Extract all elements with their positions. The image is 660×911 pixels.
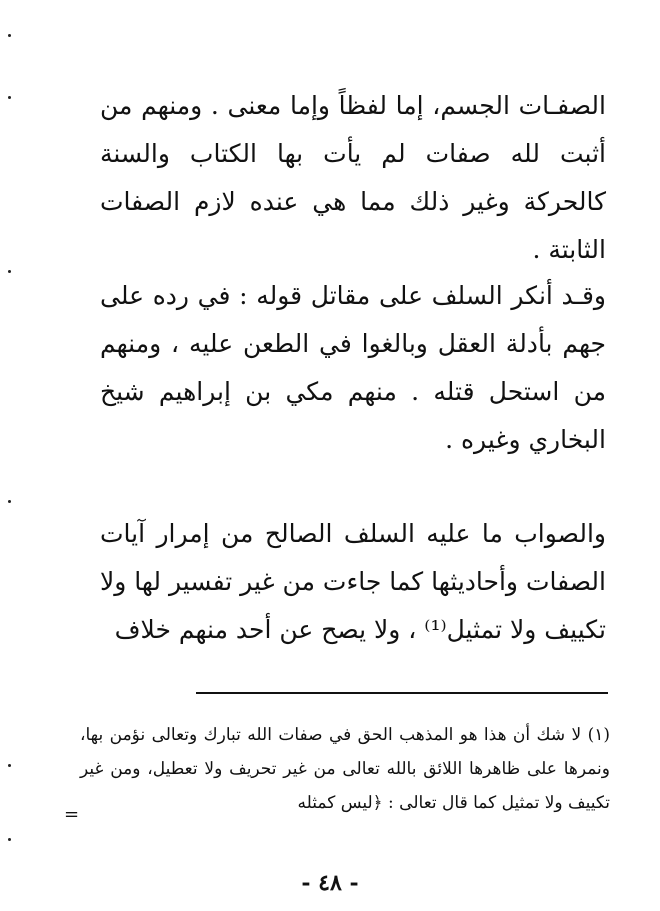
body-paragraph-3: والصواب ما عليه السلف الصالح من إمرار آيات الصفات وأحاديثها كما جاءت من غير تفسير لها ولا تكييف ولا تمثيل⁽¹⁾ ، ولا يصح عن أحد منهم خلاف — [100, 519, 606, 644]
margin-dot — [8, 270, 11, 273]
margin-dot — [8, 500, 11, 503]
footnote-1: (١) لا شك أن هذا هو المذهب الحق في صفات الله تبارك وتعالى نؤمن بها، ونمرها على ظاهرها اللائق بالله تعالى من غير تحريف ولا تعطيل، ومن غير تكييف ولا تمثيل كما قال تعالى : ﴿ليس كمثله — [80, 725, 610, 813]
margin-dot — [8, 764, 11, 767]
margin-dot — [8, 838, 11, 841]
margin-dot — [8, 34, 11, 37]
body-paragraph-1: الصفـات الجسم، إما لفظاً وإما معنى . ومنهم من أثبت لله صفات لم يأت بها الكتاب والسنة كالحركة وغير ذلك مما هي عنده لازم الصفات الثابتة . — [100, 91, 606, 264]
footnote-separator — [196, 692, 608, 694]
page-number: - ٤٨ - — [301, 870, 359, 896]
body-paragraph-2: وقـد أنكر السلف على مقاتل قوله : في رده على جهم بأدلة العقل وبالغوا في الطعن عليه ، ومنهم من استحل قتله . منهم مكي بن إبراهيم شيخ البخاري وغيره . — [100, 281, 606, 454]
footnote-continuation-mark: = — [64, 804, 80, 825]
margin-dot — [8, 96, 11, 99]
